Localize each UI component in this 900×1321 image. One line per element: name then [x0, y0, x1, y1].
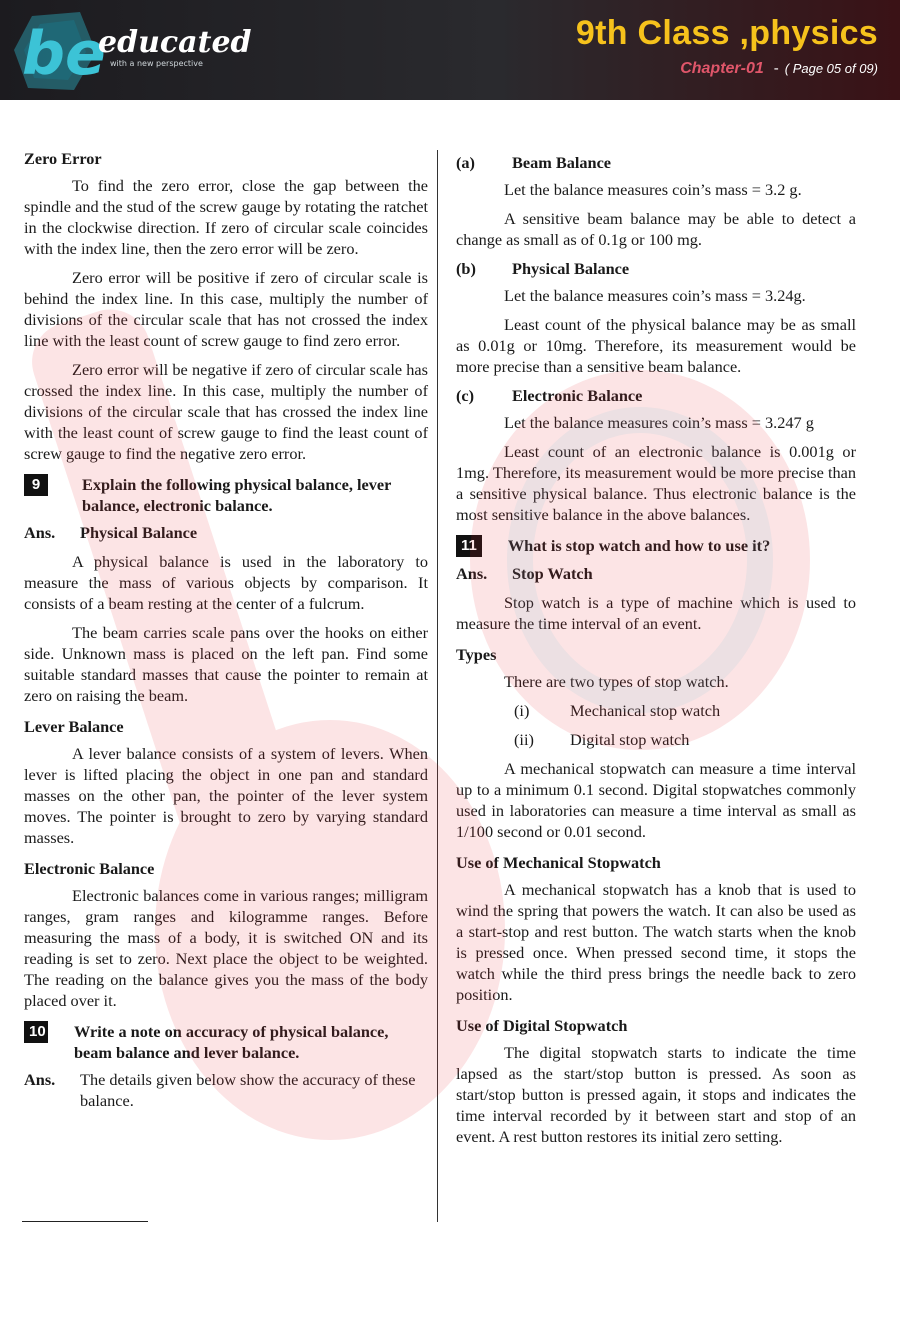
- left-column: [24, 146, 428, 1119]
- zero-error-paragraph-1: To find the zero error, close the gap between the spindle and the stud of the screw gauge by rotating the ratchet in the clockwise direction. If zero of circular scale coincides with the index line, then the zero error will be zero.: [24, 176, 428, 258]
- electronic-balance-c-paragraph-2: Least count of an electronic balance is 0.001g or 1mg. Therefore, its measurement would be more precise than a sensitive physical balance. Thus electronic balance is the most sensitive balance in the above balances.: [456, 442, 856, 524]
- zero-error-paragraph-2: Zero error will be positive if zero of circular scale is behind the index line. In this case, multiply the number of divisions of the circular scale that has not crossed the index line with the least count of screw gauge to find zero error.: [24, 268, 428, 350]
- answer-label: Ans.: [24, 523, 56, 542]
- right-column: [456, 146, 856, 1155]
- section-a-label: (a): [456, 153, 475, 172]
- physical-balance-b-paragraph-1: Let the balance measures coin’s mass = 3.24g.: [504, 286, 806, 305]
- stop-watch-paragraph: Stop watch is a type of machine which is used to measure the time interval of an event.: [456, 593, 856, 633]
- beeducated-logo: [12, 8, 252, 94]
- page-title: 9th Class ,physics: [575, 14, 878, 52]
- bottom-rule: [22, 1221, 148, 1222]
- answer-10-text: The details given below show the accuracy of these balance.: [80, 1070, 416, 1110]
- stop-watch-heading: Stop Watch: [512, 564, 593, 583]
- list-item: [456, 729, 856, 750]
- answer-10: [24, 1069, 428, 1111]
- column-divider: [437, 150, 438, 1222]
- section-c-label: (c): [456, 386, 475, 405]
- physical-balance-paragraph-2: The beam carries scale pans over the hooks on either side. Unknown mass is placed on the left pan. Find some suitable standard masses that cause the pointer to remain at zero on raising the beam.: [24, 623, 428, 705]
- electronic-balance-heading-c: Electronic Balance: [512, 386, 643, 405]
- mechanical-stopwatch-paragraph: A mechanical stopwatch can measure a time interval up to a minimum 0.1 second. Digital stopwatches commonly used in laboratories can measure a time interval as small as 1/100 second or 0.01 second.: [456, 759, 856, 841]
- question-11: [456, 535, 856, 557]
- section-b-label: (b): [456, 259, 476, 278]
- electronic-balance-c-paragraph-1: Let the balance measures coin’s mass = 3.247 g: [504, 413, 814, 432]
- list-item: [456, 700, 856, 721]
- physical-balance-heading: Physical Balance: [80, 523, 198, 542]
- answer-11: [456, 563, 856, 584]
- answer-label: Ans.: [24, 1070, 56, 1089]
- chapter-label: Chapter-01: [680, 60, 764, 77]
- question-10-text: Write a note on accuracy of physical balance, beam balance and lever balance.: [74, 1022, 389, 1062]
- types-paragraph: There are two types of stop watch.: [504, 672, 729, 691]
- chapter-dash: -: [773, 60, 779, 77]
- physical-balance-b-paragraph-2: Least count of the physical balance may be as small as 0.01g or 10mg. Therefore, its measurement would be more precise than a sensitive beam balance.: [456, 315, 856, 376]
- question-9-number: 9: [24, 474, 48, 496]
- section-c: [456, 385, 856, 406]
- electronic-balance-heading: Electronic Balance: [24, 859, 155, 878]
- electronic-balance-paragraph: Electronic balances come in various ranges; milligram ranges, gram ranges and kilogramme ranges. Before measuring the mass of a body, it is switched ON and its reading is set to zero. Next place the object to be weighted. The reading on the balance gives you the mass of the body placed over it.: [24, 886, 428, 1010]
- beam-balance-paragraph-2: A sensitive beam balance may be able to detect a change as small as of 0.1g or 100 mg.: [456, 209, 856, 249]
- chapter-info: [680, 60, 878, 78]
- logo-be-text: be: [22, 19, 106, 89]
- logo-tagline: with a new perspective: [110, 59, 203, 68]
- answer-9: [24, 522, 428, 543]
- types-heading: Types: [456, 645, 497, 664]
- section-a: [456, 152, 856, 173]
- question-10: [24, 1021, 428, 1063]
- physical-balance-paragraph-1: A physical balance is used in the laboratory to measure the mass of various objects by comparison. It consists of a beam resting at the center of a fulcrum.: [24, 552, 428, 613]
- page-header: [0, 0, 900, 100]
- question-9-text: Explain the following physical balance, lever balance, electronic balance.: [82, 475, 392, 515]
- list-item-label: (ii): [514, 730, 534, 749]
- page-indicator: ( Page 05 of 09): [784, 61, 878, 76]
- beam-balance-heading: Beam Balance: [512, 153, 612, 172]
- lever-balance-heading: Lever Balance: [24, 717, 124, 736]
- question-11-number: 11: [456, 535, 482, 557]
- use-digital-heading: Use of Digital Stopwatch: [456, 1016, 628, 1035]
- question-11-text: What is stop watch and how to use it?: [507, 536, 771, 555]
- list-item-text: Mechanical stop watch: [570, 701, 721, 720]
- logo-educated-text: educated: [98, 25, 252, 60]
- beam-balance-paragraph-1: Let the balance measures coin’s mass = 3.2 g.: [504, 180, 802, 199]
- use-digital-paragraph: The digital stopwatch starts to indicate the time lapsed as the start/stop button is pressed. As soon as start/stop button is pressed again, it stops and indicates the time interval recorded by it between start and stop of an event. A rest button restores its initial zero setting.: [456, 1043, 856, 1146]
- lever-balance-paragraph: A lever balance consists of a system of levers. When lever is lifted placing the object in one pan and standard masses on the other pan, the pointer of the lever system moves. The pointer is brought to zero by varying standard masses.: [24, 744, 428, 847]
- use-mechanical-heading: Use of Mechanical Stopwatch: [456, 853, 661, 872]
- question-10-number: 10: [24, 1021, 48, 1043]
- list-item-text: Digital stop watch: [570, 730, 690, 749]
- zero-error-heading: Zero Error: [24, 149, 102, 168]
- physical-balance-heading-b: Physical Balance: [512, 259, 630, 278]
- zero-error-paragraph-3: Zero error will be negative if zero of circular scale has crossed the index line. In this case, multiply the number of divisions of the circular scale that has crossed the index line with the least count of screw gauge to find the least count of screw gauge to find the negative zero error.: [24, 360, 428, 463]
- question-9: [24, 474, 428, 516]
- section-b: [456, 258, 856, 279]
- list-item-label: (i): [514, 701, 530, 720]
- use-mechanical-paragraph: A mechanical stopwatch has a knob that is used to wind the spring that powers the watch. It can also be used as a start-stop and rest button. The watch starts when the knob is pressed once. When pressed second time, it stops the watch while the third press brings the needle back to zero position.: [456, 880, 856, 1004]
- answer-label: Ans.: [456, 564, 488, 583]
